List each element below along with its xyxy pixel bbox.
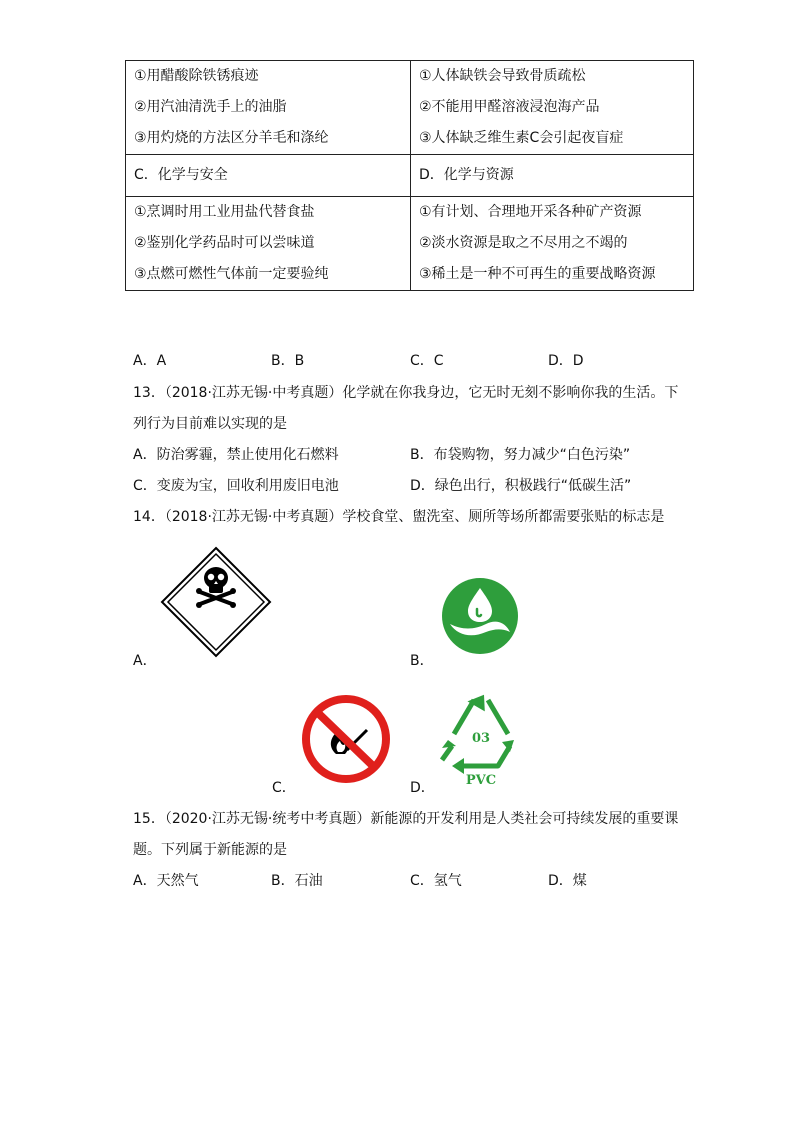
list-item: ③用灼烧的方法区分羊毛和涤纶 xyxy=(134,130,329,146)
q12-option-b: B．B xyxy=(271,353,305,369)
q13-option-d: D．绿色出行，积极践行“低碳生活” xyxy=(410,478,632,494)
q14-label-a: A． xyxy=(133,653,157,669)
q15-stem-line2: 题。下列属于新能源的是 xyxy=(133,842,287,858)
q15-stem-line1: 15．（2020·江苏无锡·统考中考真题）新能源的开发利用是人类社会可持续发展的重要课 xyxy=(133,811,679,827)
list-item: ①烹调时用工业用盐代替食盐 xyxy=(134,204,315,220)
q14-stem: 14．（2018·江苏无锡·中考真题）学校食堂、盥洗室、厕所等场所都需要张贴的标志是 xyxy=(133,509,665,525)
q13-stem-line1: 13．（2018·江苏无锡·中考真题）化学就在你我身边，它无时无刻不影响你我的生活。下 xyxy=(133,385,679,401)
table-row xyxy=(126,197,694,291)
table-cell-d xyxy=(411,197,694,291)
q13-stem-line2: 列行为目前难以实现的是 xyxy=(133,416,287,432)
toxic-symbol-icon xyxy=(160,546,272,658)
list-item: ②不能用甲醛溶液浸泡海产品 xyxy=(419,99,600,115)
list-item: ②鉴别化学药品时可以尝味道 xyxy=(134,235,315,251)
q15-option-a: A．天然气 xyxy=(133,873,199,889)
q12-option-a: A．A xyxy=(133,353,167,369)
no-open-flame-icon xyxy=(301,694,391,784)
table-row xyxy=(126,61,694,155)
q12-option-d: D．D xyxy=(548,353,584,369)
pvc-text: PVC xyxy=(465,773,497,788)
q14-label-c: C． xyxy=(272,780,296,796)
recycle-pvc-icon xyxy=(434,690,528,790)
q14-label-b: B． xyxy=(410,653,434,669)
list-item: ①有计划、合理地开采各种矿产资源 xyxy=(419,204,642,220)
knowledge-table xyxy=(125,60,694,291)
table-header-d: D．化学与资源 xyxy=(411,155,694,197)
q15-option-d: D．煤 xyxy=(548,873,587,889)
q14-label-d: D． xyxy=(410,780,435,796)
table-header-c: C．化学与安全 xyxy=(126,155,411,197)
q12-option-c: C．C xyxy=(410,353,444,369)
list-item: ②用汽油清洗手上的油脂 xyxy=(134,99,287,115)
q15-option-c: C．氢气 xyxy=(410,873,462,889)
table-cell-c xyxy=(126,197,411,291)
list-item: ③人体缺乏维生素C会引起夜盲症 xyxy=(419,130,624,146)
q15-option-b: B．石油 xyxy=(271,873,323,889)
q13-option-b: B．布袋购物，努力减少“白色污染” xyxy=(410,447,631,463)
list-item: ③点燃可燃性气体前一定要验纯 xyxy=(134,266,329,282)
list-item: ①人体缺铁会导致骨质疏松 xyxy=(419,68,586,84)
water-saving-icon xyxy=(440,576,520,656)
table-row xyxy=(126,155,694,197)
list-item: ③稀土是一种不可再生的重要战略资源 xyxy=(419,266,656,282)
q13-option-a: A．防治雾霾，禁止使用化石燃料 xyxy=(133,447,339,463)
list-item: ①用醋酸除铁锈痕迹 xyxy=(134,68,259,84)
table-cell-top-right xyxy=(411,61,694,155)
list-item: ②淡水资源是取之不尽用之不竭的 xyxy=(419,235,628,251)
q13-option-c: C．变废为宝，回收利用废旧电池 xyxy=(133,478,339,494)
table-cell-top-left xyxy=(126,61,411,155)
pvc-number: 03 xyxy=(471,731,491,746)
